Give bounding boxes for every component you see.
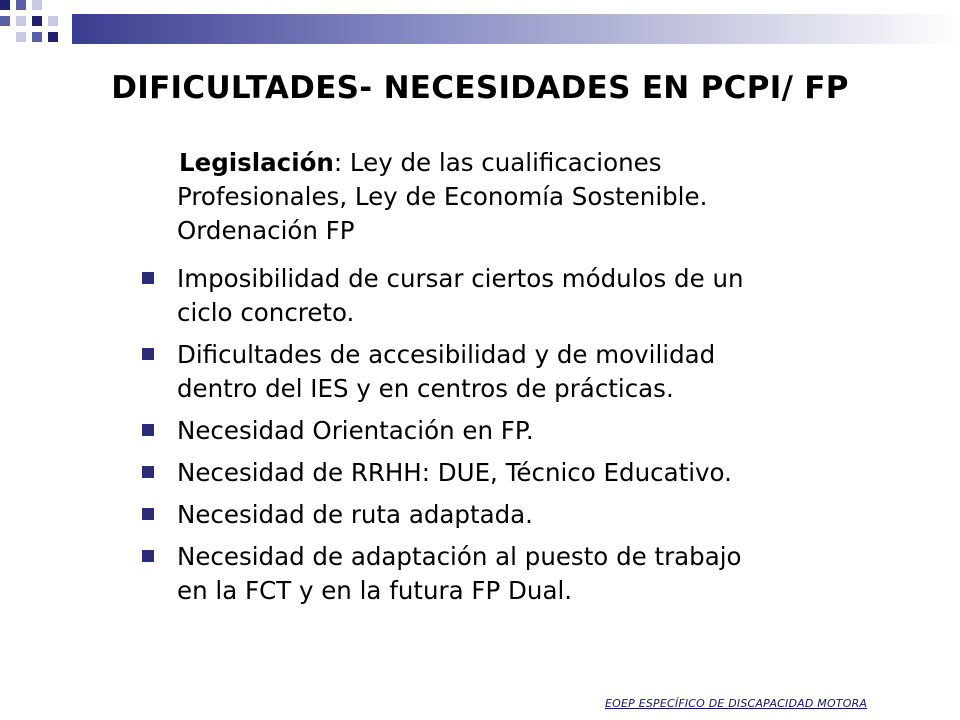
square-bullet-icon: [142, 424, 154, 436]
corner-square: [16, 16, 26, 26]
corner-square: [16, 0, 26, 10]
corner-square: [0, 16, 10, 26]
intro-line-3: Ordenación FP: [177, 216, 355, 245]
list-item-line: Necesidad de adaptación al puesto de trabajo: [177, 542, 742, 571]
list-item-text: [177, 338, 897, 406]
corner-square: [48, 16, 58, 26]
list-item: [0, 262, 960, 330]
intro-line-2: Profesionales, Ley de Economía Sostenible.: [177, 182, 708, 211]
corner-squares-decoration: [0, 0, 80, 60]
corner-square: [48, 32, 58, 42]
corner-square: [16, 32, 26, 42]
list-item-text: [177, 262, 897, 330]
list-item: [0, 456, 960, 490]
square-bullet-icon: [142, 508, 154, 520]
corner-square: [32, 0, 42, 10]
list-item: [0, 414, 960, 448]
list-item-text: [177, 540, 897, 608]
list-item: [0, 338, 960, 406]
intro-keyword: Legislación: [179, 148, 334, 177]
list-item-line: Necesidad Orientación en FP.: [177, 416, 534, 445]
list-item-line: dentro del IES y en centros de prácticas.: [177, 374, 674, 403]
square-bullet-icon: [142, 348, 154, 360]
list-item: [0, 498, 960, 532]
intro-paragraph: [177, 146, 877, 248]
list-item-line: Necesidad de ruta adaptada.: [177, 500, 533, 529]
header-gradient-bar: [72, 14, 960, 44]
corner-square: [32, 32, 42, 42]
list-item-text: [177, 498, 897, 532]
list-item-line: en la FCT y en la futura FP Dual.: [177, 576, 573, 605]
square-bullet-icon: [142, 550, 154, 562]
list-item-line: Necesidad de RRHH: DUE, Técnico Educativo.: [177, 458, 732, 487]
list-item-text: [177, 414, 897, 448]
list-item-line: Dificultades de accesibilidad y de movilidad: [177, 340, 716, 369]
list-item: [0, 540, 960, 608]
list-item-line: Imposibilidad de cursar ciertos módulos de un: [177, 264, 744, 293]
square-bullet-icon: [142, 272, 154, 284]
slide-footer: EOEP ESPECÍFICO DE DISCAPACIDAD MOTORA: [605, 697, 868, 710]
corner-square: [0, 0, 10, 10]
list-item-line: ciclo concreto.: [177, 298, 355, 327]
corner-square: [32, 16, 42, 26]
square-bullet-icon: [142, 466, 154, 478]
intro-line-1: [177, 146, 877, 180]
slide-title: DIFICULTADES- NECESIDADES EN PCPI/ FP: [111, 70, 849, 106]
list-item-text: [177, 456, 897, 490]
bullet-list: [0, 262, 960, 616]
intro-line-1-rest: : Ley de las cualificaciones: [333, 148, 662, 177]
